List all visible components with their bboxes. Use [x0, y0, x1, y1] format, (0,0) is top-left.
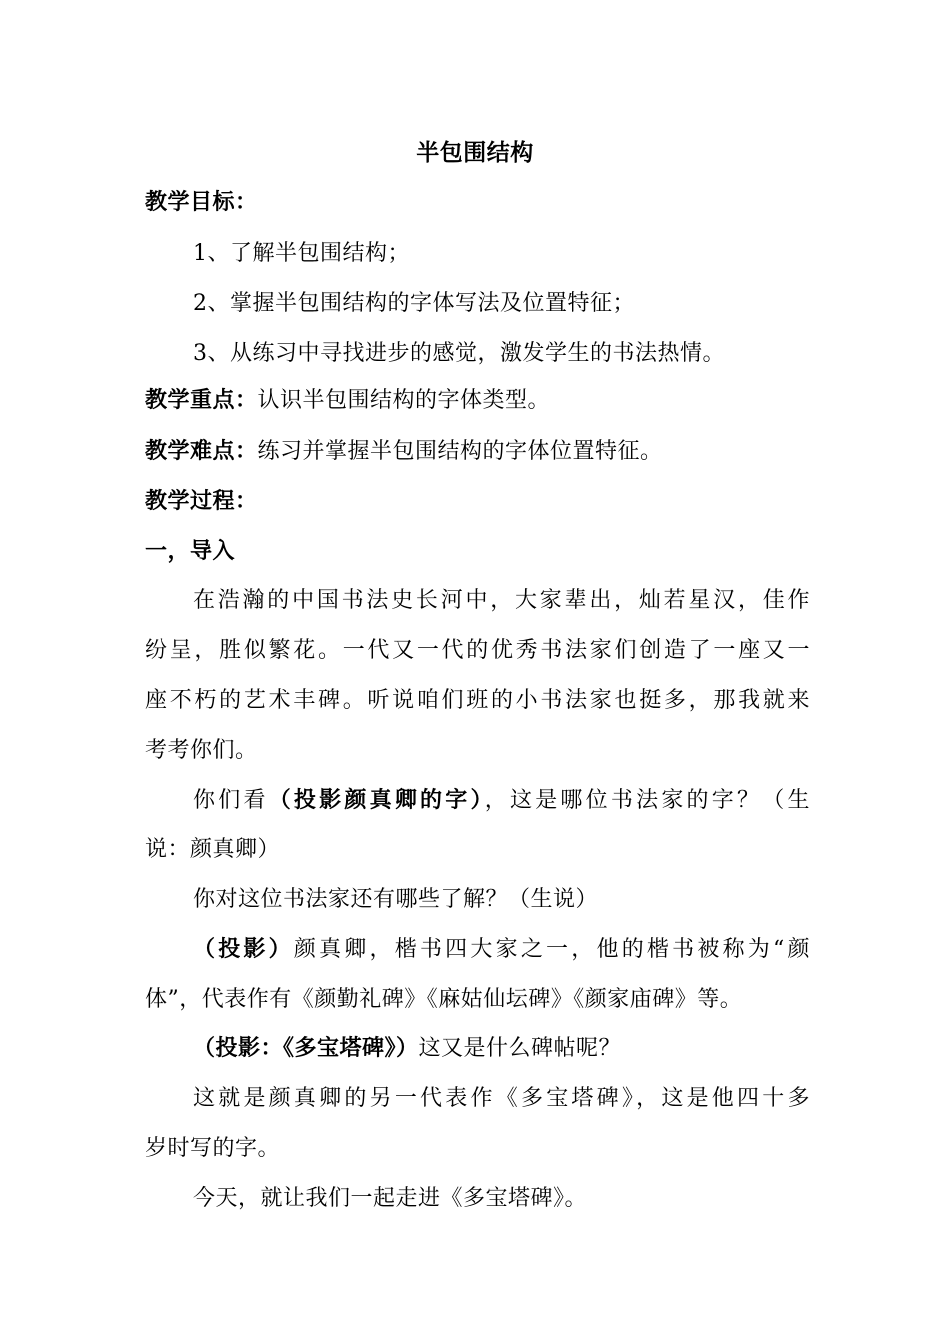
difficulty-label: 教学难点： [145, 439, 258, 464]
paragraph-line: 体”，代表作有《颜勤礼碑》《麻姑仙坛碑》《颜家庙碑》等。 [145, 987, 743, 1012]
para5-post: 这又是什么碑帖呢？ [418, 1036, 622, 1061]
goals-heading: 教学目标： [145, 190, 258, 215]
para5-bold: （投影：《多宝塔碑》） [193, 1036, 419, 1061]
paragraph-line: 你对这位书法家还有哪些了解？（生说） [193, 887, 599, 912]
goal-item: 2、掌握半包围结构的字体写法及位置特征； [193, 291, 635, 316]
para4-bold: （投影） [193, 937, 294, 962]
para2-pre: 你们看 [193, 788, 269, 813]
para2-post: ，这是哪位书法家的字？（生 [484, 788, 810, 813]
key-point-label: 教学重点： [145, 388, 258, 413]
key-point [145, 386, 810, 416]
section-heading: 一，导入 [145, 539, 236, 564]
paragraph-line: 考考你们。 [145, 738, 258, 763]
paragraph-line: 说：颜真卿） [145, 837, 281, 862]
para2-bold: （投影颜真卿的字） [268, 788, 485, 813]
difficulty [145, 437, 810, 467]
goal-item: 3、从练习中寻找进步的感觉，激发学生的书法热情。 [193, 341, 725, 366]
paragraph-line: 这就是颜真卿的另一代表作《多宝塔碑》，这是他四十多 [193, 1086, 810, 1111]
paragraph-line: 纷呈，胜似繁花。一代又一代的优秀书法家们创造了一座又一 [145, 638, 810, 663]
paragraph-line: 今天，就让我们一起走进《多宝塔碑》。 [193, 1186, 588, 1211]
para4-post: 颜真卿，楷书四大家之一，他的楷书被称为“颜 [293, 937, 810, 962]
paragraph-line [193, 1034, 810, 1064]
process-heading: 教学过程： [145, 489, 258, 514]
paragraph-line: 岁时写的字。 [145, 1136, 281, 1161]
key-point-text: 认识半包围结构的字体类型。 [257, 388, 551, 413]
paragraph-line [193, 786, 810, 816]
goal-item: 1、了解半包围结构； [193, 241, 410, 266]
paragraph-line: 在浩瀚的中国书法史长河中，大家辈出，灿若星汉，佳作 [193, 588, 810, 613]
paragraph-line [193, 935, 810, 965]
paragraph-line: 座不朽的艺术丰碑。听说咱们班的小书法家也挺多，那我就来 [145, 688, 810, 713]
difficulty-text: 练习并掌握半包围结构的字体位置特征。 [257, 439, 663, 464]
page-title: 半包围结构 [416, 140, 534, 166]
